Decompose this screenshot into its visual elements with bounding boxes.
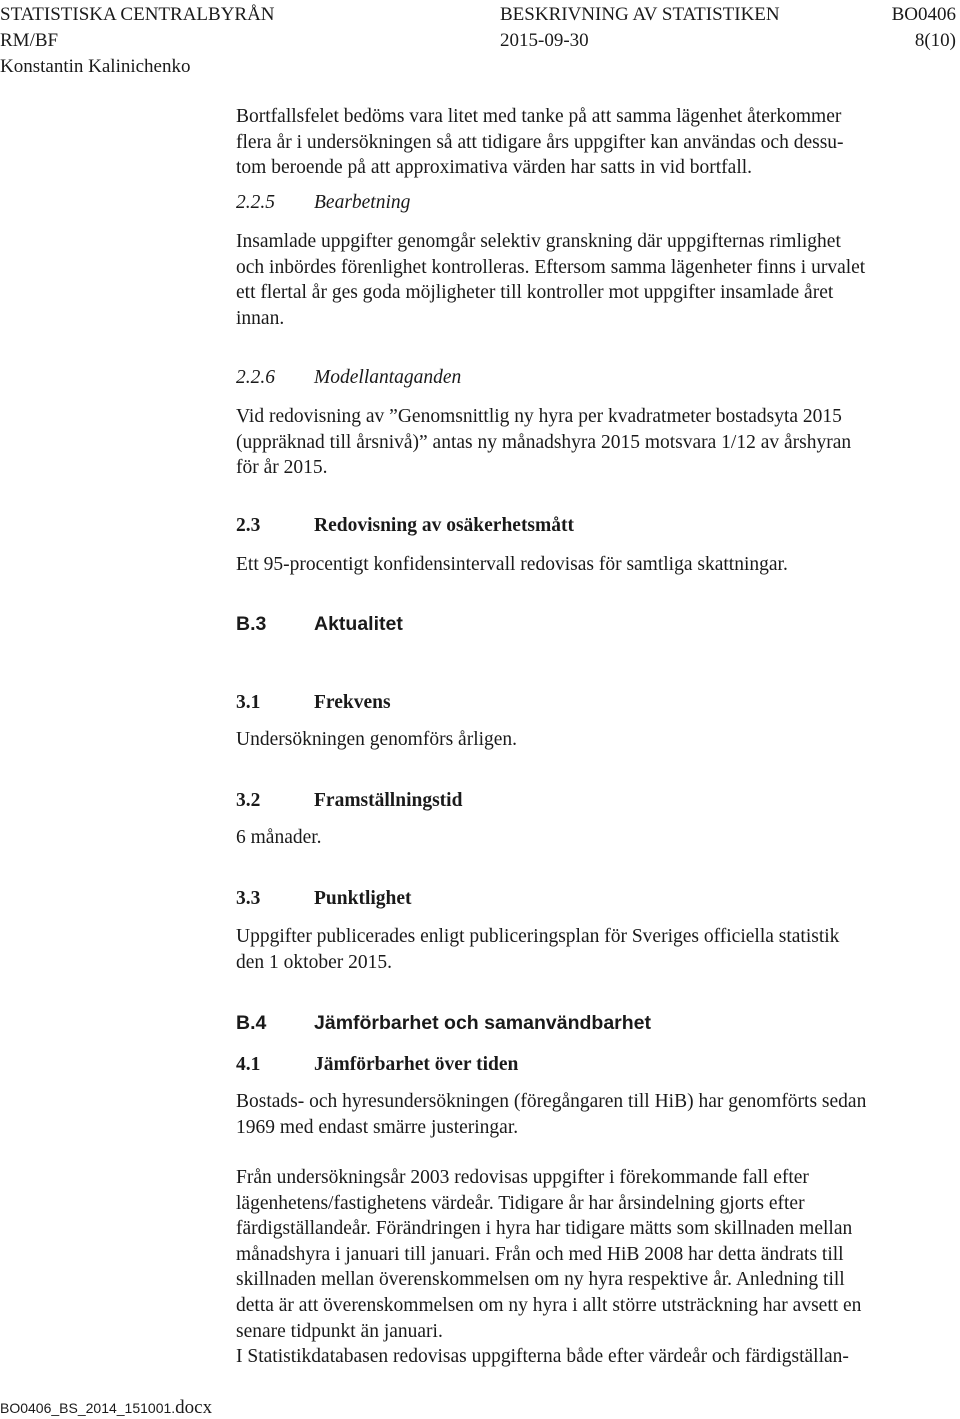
section-title-bearbetning: Bearbetning xyxy=(314,192,411,213)
chapter-number-b4: B.4 xyxy=(236,1012,267,1034)
text-line: Uppgifter publicerades enligt publiceringsplan för Sveriges officiella statistik xyxy=(236,926,840,947)
text-line: Bortfallsfelet bedöms vara litet med tanke på att samma lägenhet återkommer xyxy=(236,106,842,127)
paragraph-framstallningstid xyxy=(236,825,936,851)
chapter-title-jamforbarhet: Jämförbarhet och samanvändbarhet xyxy=(314,1012,652,1034)
text-line: Insamlade uppgifter genomgår selektiv granskning där uppgifternas rimlighet xyxy=(236,231,841,252)
section-title-punktlighet: Punktlighet xyxy=(314,888,412,909)
text-line: tom beroende på att approximativa värden har satts in vid bortfall. xyxy=(236,157,753,179)
text-line: Bostads- och hyresundersökningen (föregångaren till HiB) har genomförts sedan xyxy=(236,1091,867,1112)
text-line: månadshyra i januari till januari. Från och med HiB 2008 har detta ändrats till xyxy=(236,1243,844,1265)
header-date: 2015-09-30 xyxy=(500,30,589,51)
section-number-3-2: 3.2 xyxy=(236,790,261,811)
paragraph-bearbetning xyxy=(236,229,936,331)
footer-filename-base: BO0406_BS_2014_151001. xyxy=(0,1400,176,1416)
footer-filename xyxy=(0,1397,212,1419)
text-line: Från undersökningsår 2003 redovisas uppgifter i förekommande fall efter xyxy=(236,1167,809,1188)
text-line: senare tidpunkt än januari. xyxy=(236,1320,443,1342)
header-page-number: 8(10) xyxy=(914,30,956,51)
paragraph-osakerhetsmatt xyxy=(236,552,936,578)
section-number-2-2-5: 2.2.5 xyxy=(236,192,275,213)
text-line: innan. xyxy=(236,307,285,329)
section-title-modellantaganden: Modellantaganden xyxy=(314,367,462,388)
text-line: I Statistikdatabasen redovisas uppgifterna både efter värdeår och färdigställan- xyxy=(236,1346,849,1368)
text-line: Ett 95-procentigt konfidensintervall redovisas för samtliga skattningar. xyxy=(236,554,788,575)
header-author: Konstantin Kalinichenko xyxy=(0,56,191,77)
text-line: ett flertal år ges goda möjligheter till kontroller mot uppgifter insamlade året xyxy=(236,282,834,304)
header-org: STATISTISKA CENTRALBYRÅN xyxy=(0,4,275,25)
section-number-2-3: 2.3 xyxy=(236,515,261,536)
section-number-4-1: 4.1 xyxy=(236,1054,261,1075)
paragraph-modellantaganden xyxy=(236,404,936,481)
section-title-frekvens: Frekvens xyxy=(314,692,391,713)
header-code: BO0406 xyxy=(891,4,956,25)
section-title-osakerhetsmatt: Redovisning av osäkerhetsmått xyxy=(314,515,575,536)
chapter-title-aktualitet: Aktualitet xyxy=(314,613,403,635)
text-line: för år 2015. xyxy=(236,457,328,479)
text-line: Vid redovisning av ”Genomsnittlig ny hyra per kvadratmeter bostadsyta 2015 xyxy=(236,406,842,427)
text-line: flera år i undersökningen så att tidigare års uppgifter kan användas och dessu- xyxy=(236,131,844,153)
paragraph-frekvens xyxy=(236,727,936,753)
section-number-2-2-6: 2.2.6 xyxy=(236,367,275,388)
paragraph-jamforbarhet-2 xyxy=(236,1165,936,1370)
paragraph-punktlighet xyxy=(236,924,936,975)
text-line: Undersökningen genomförs årligen. xyxy=(236,729,518,750)
text-line: (uppräknad till årsnivå)” antas ny månadshyra 2015 motsvara 1/12 av årshyran xyxy=(236,431,852,453)
section-title-framstallningstid: Framställningstid xyxy=(314,790,463,811)
text-line: 1969 med endast smärre justeringar. xyxy=(236,1116,519,1138)
section-number-3-1: 3.1 xyxy=(236,692,261,713)
text-line: och inbördes förenlighet kontrolleras. Eftersom samma lägenheter finns i urvalet xyxy=(236,256,866,278)
chapter-number-b3: B.3 xyxy=(236,613,267,635)
footer-filename-ext: docx xyxy=(175,1397,213,1418)
section-title-jamforbarhet-over-tiden: Jämförbarhet över tiden xyxy=(314,1054,519,1075)
paragraph-bortfall xyxy=(236,104,936,181)
text-line: 6 månader. xyxy=(236,827,322,848)
section-number-3-3: 3.3 xyxy=(236,888,261,909)
text-line: lägenhetens/fastighetens värdeår. Tidigare år har årsindelning gjorts efter xyxy=(236,1192,805,1214)
paragraph-jamforbarhet-1 xyxy=(236,1089,936,1140)
text-line: färdigställandeår. Förändringen i hyra har tidigare mätts som skillnaden mellan xyxy=(236,1218,853,1240)
text-line: detta är att överenskommelsen om ny hyra i allt större utsträckning har avsett en xyxy=(236,1294,862,1316)
header-doc-type: BESKRIVNING AV STATISTIKEN xyxy=(500,4,780,25)
header-unit: RM/BF xyxy=(0,30,59,51)
text-line: den 1 oktober 2015. xyxy=(236,951,392,973)
text-line: skillnaden mellan överenskommelsen om ny hyra respektive år. Anledning till xyxy=(236,1269,845,1291)
